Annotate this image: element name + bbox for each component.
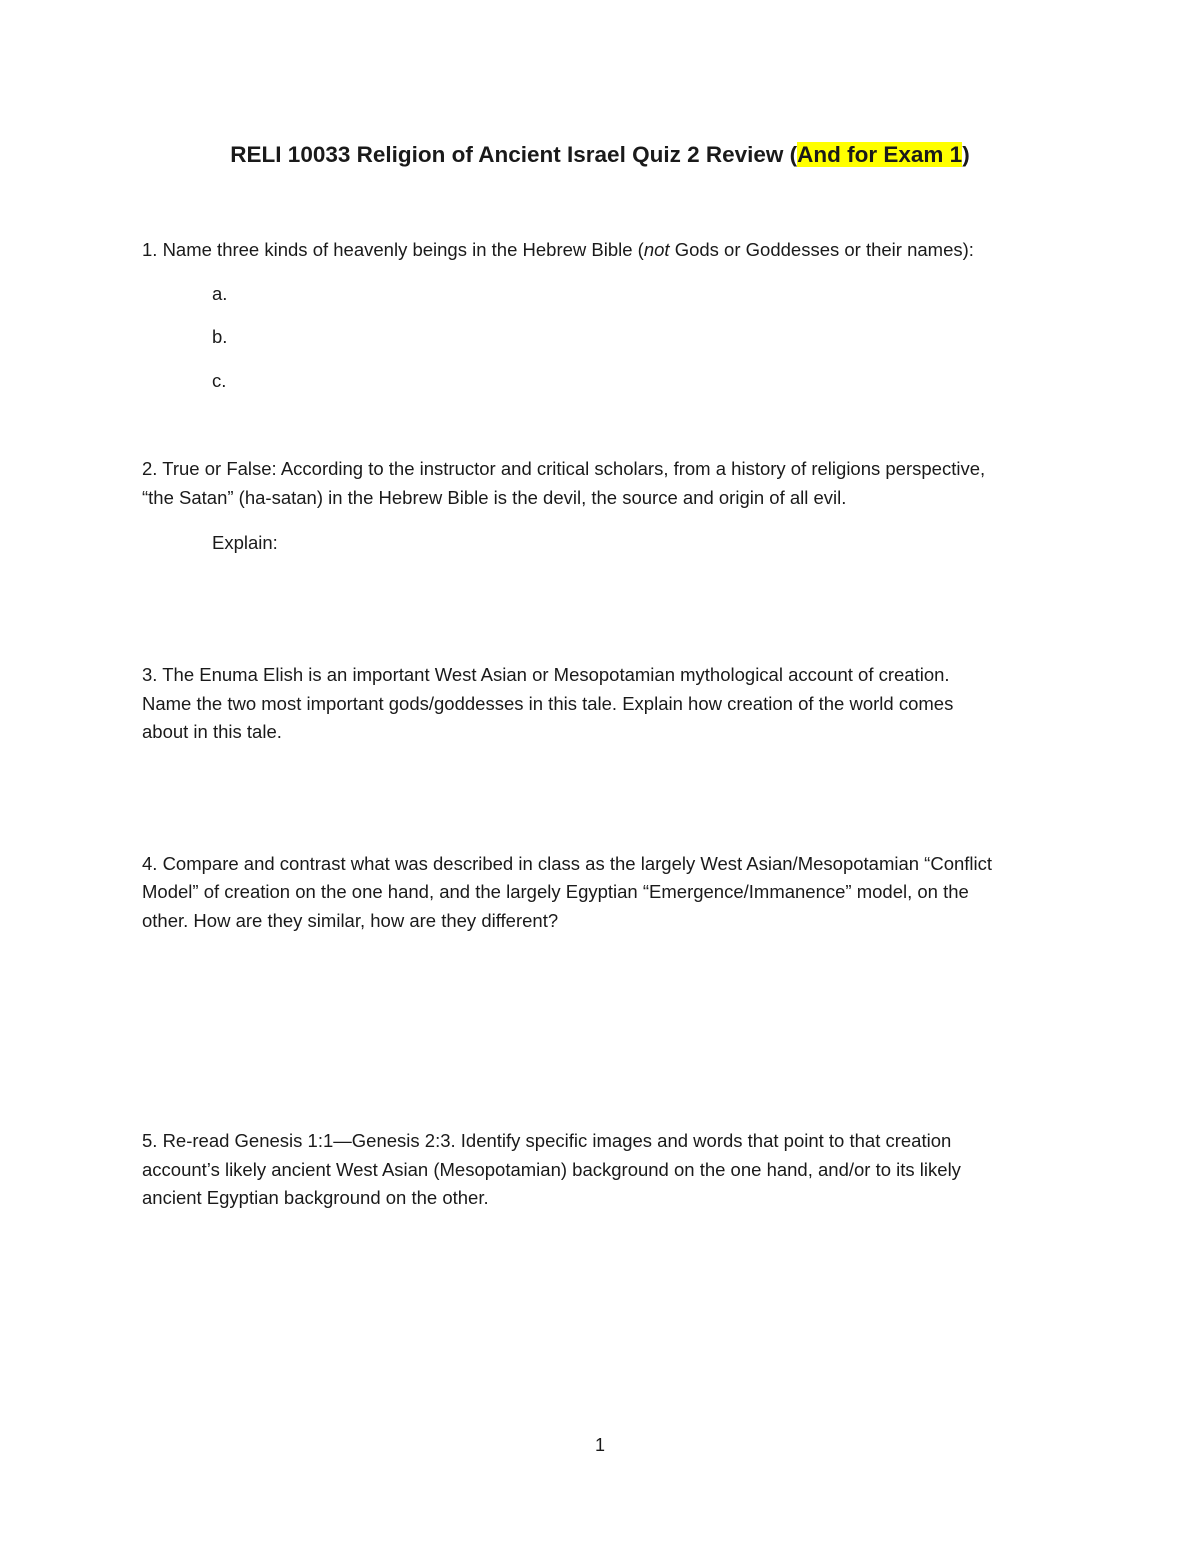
question-1-italic: not — [643, 239, 670, 260]
question-1 — [142, 236, 1062, 265]
question-1-item-b: b. — [212, 326, 228, 347]
question-4-line-1: 4. Compare and contrast what was described in class as the largely West Asian/Mesopotamian “Conflict — [142, 853, 993, 874]
question-2-line-2: “the Satan” (ha-satan) in the Hebrew Bible is the devil, the source and origin of all evil. — [142, 487, 847, 508]
question-4-line-2: Model” of creation on the one hand, and the largely Egyptian “Emergence/Immanence” model, on the — [142, 881, 969, 902]
question-4-line-3: other. How are they similar, how are they different? — [142, 910, 559, 931]
question-1-prefix: 1. Name three kinds of heavenly beings in the Hebrew Bible ( — [142, 239, 644, 260]
question-2-explain: Explain: — [212, 532, 278, 553]
question-3-line-1: 3. The Enuma Elish is an important West Asian or Mesopotamian mythological account of creation. — [142, 664, 950, 685]
title-highlight: And for Exam 1 — [797, 142, 963, 167]
title-text: RELI 10033 Religion of Ancient Israel Quiz 2 Review ( — [230, 142, 798, 167]
question-3-line-3: about in this tale. — [142, 721, 282, 742]
question-5-line-2: account’s likely ancient West Asian (Mesopotamian) background on the one hand, and/or to its likely — [142, 1159, 961, 1180]
question-1-item-a: a. — [212, 283, 228, 304]
question-2-line-1: 2. True or False: According to the instructor and critical scholars, from a history of religions perspective, — [142, 458, 986, 479]
question-1-suffix: Gods or Goddesses or their names): — [669, 239, 974, 260]
question-1-item-c: c. — [212, 370, 227, 391]
question-5-line-1: 5. Re-read Genesis 1:1—Genesis 2:3. Identify specific images and words that point to that creation — [142, 1130, 952, 1151]
question-3-line-2: Name the two most important gods/goddesses in this tale. Explain how creation of the world comes — [142, 693, 954, 714]
question-5-line-3: ancient Egyptian background on the other. — [142, 1187, 489, 1208]
page-number: 1 — [594, 1435, 605, 1455]
page-title — [0, 142, 1200, 168]
title-close: ) — [962, 142, 970, 167]
